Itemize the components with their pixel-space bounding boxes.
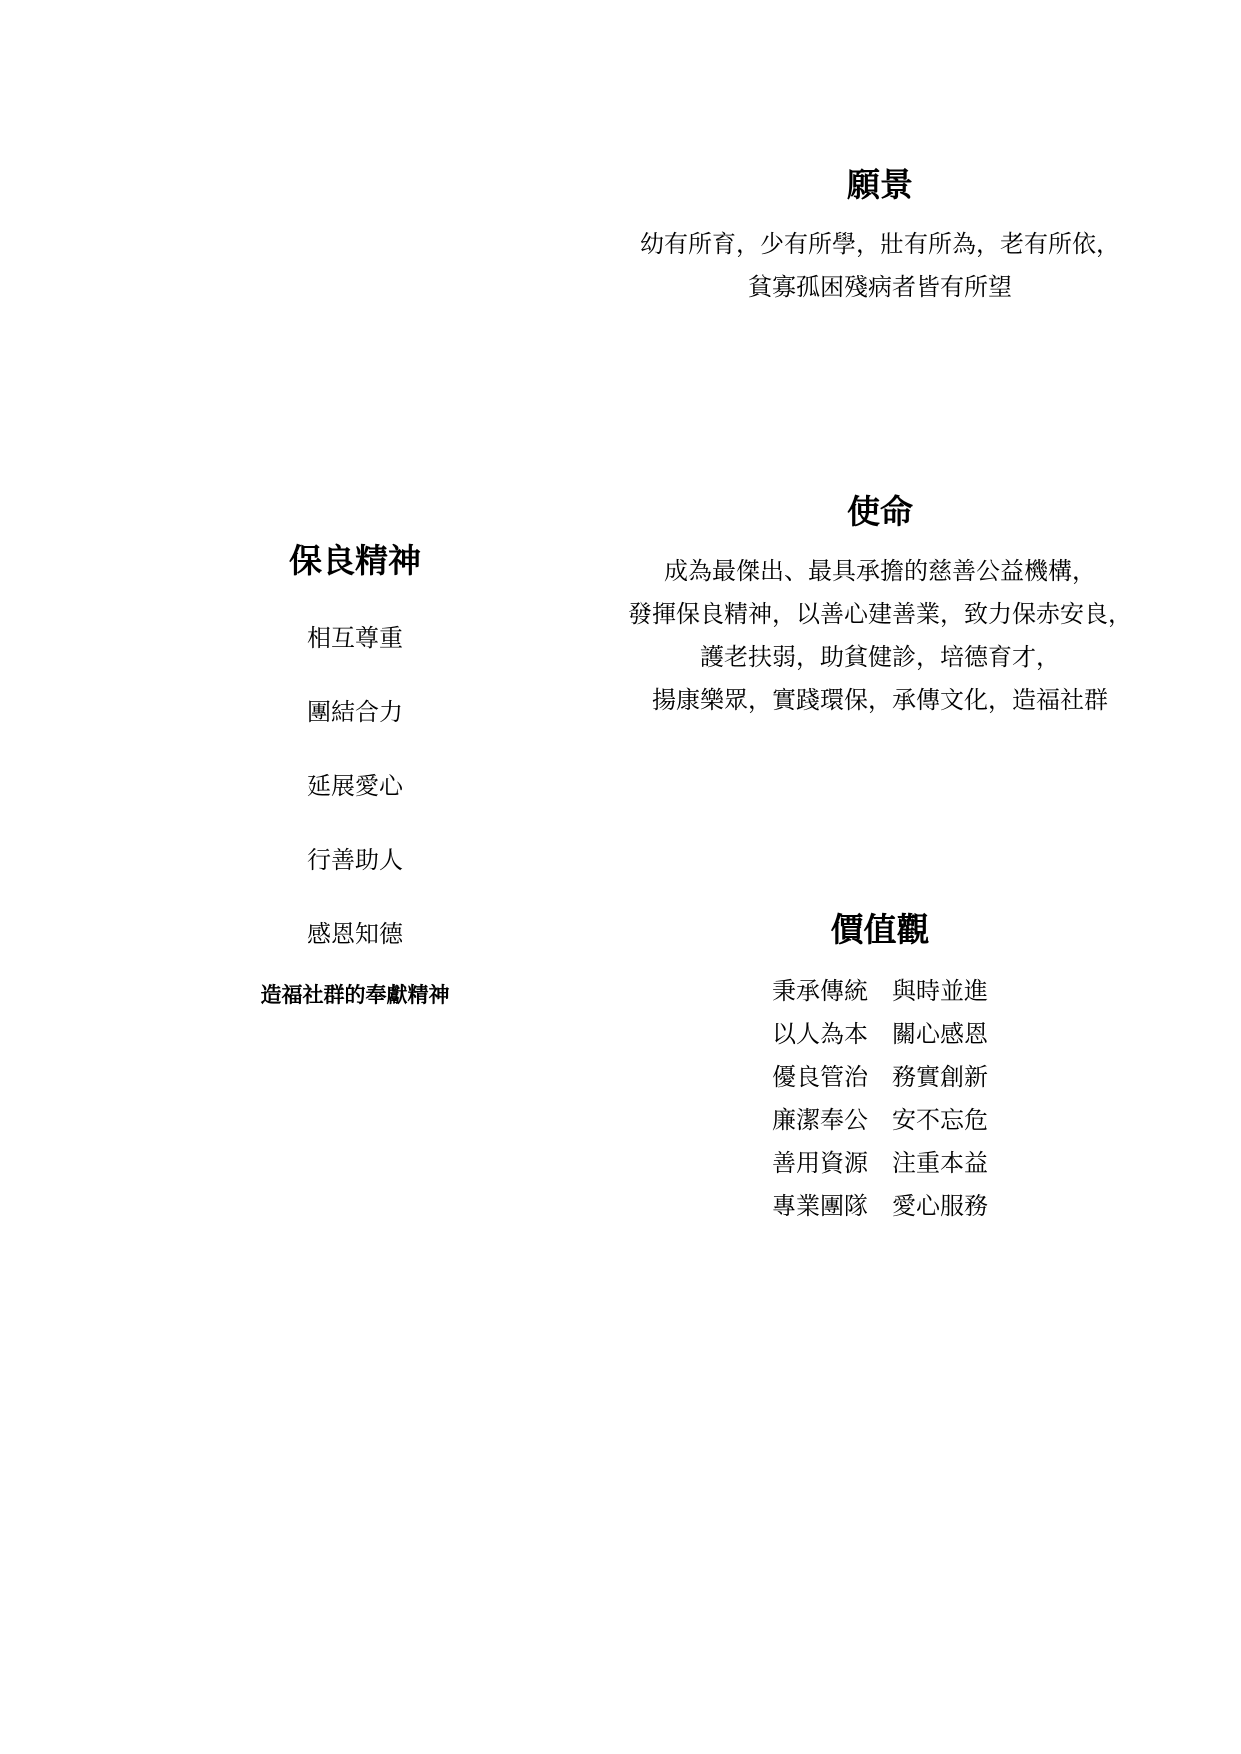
spirit-item: 團結合力 (307, 698, 403, 726)
values-row (760, 1142, 1000, 1185)
mission-line: 護老扶弱，助貧健診，培德育才， (700, 643, 1060, 671)
mission-heading: 使命 (847, 492, 913, 531)
value-item: 廉潔奉公 (772, 1106, 868, 1134)
values-row (760, 1099, 1000, 1142)
values-row (760, 1013, 1000, 1056)
value-item: 務實創新 (892, 1063, 988, 1091)
vision-line: 幼有所育，少有所學，壯有所為，老有所依， (640, 230, 1120, 258)
mission-section (560, 492, 1200, 722)
spirit-item: 感恩知德 (307, 920, 403, 948)
spirit-item: 行善助人 (307, 846, 403, 874)
values-row (760, 1185, 1000, 1228)
spirit-item: 相互尊重 (307, 624, 403, 652)
vision-section (560, 165, 1200, 309)
vision-heading: 願景 (847, 165, 913, 204)
value-item: 安不忘危 (892, 1106, 988, 1134)
value-item: 與時並進 (892, 977, 988, 1005)
value-item: 注重本益 (892, 1149, 988, 1177)
value-item: 秉承傳統 (772, 977, 868, 1005)
values-heading: 價值觀 (830, 910, 930, 949)
value-item: 專業團隊 (772, 1192, 868, 1220)
value-item: 善用資源 (772, 1149, 868, 1177)
value-item: 愛心服務 (892, 1192, 988, 1220)
value-item: 以人為本 (772, 1020, 868, 1048)
values-section (660, 910, 1100, 1228)
spirit-heading: 保良精神 (289, 541, 421, 580)
values-row (760, 1056, 1000, 1099)
value-item: 關心感恩 (892, 1020, 988, 1048)
spirit-section (200, 541, 510, 1015)
values-table (760, 970, 1000, 1228)
mission-line: 成為最傑出、最具承擔的慈善公益機構， (664, 557, 1096, 585)
mission-line: 揚康樂眾，實踐環保，承傳文化，造福社群 (652, 686, 1108, 714)
mission-line: 發揮保良精神，以善心建善業，致力保赤安良， (628, 600, 1132, 628)
values-row (760, 970, 1000, 1013)
spirit-item: 延展愛心 (307, 772, 403, 800)
vision-line: 貧寡孤困殘病者皆有所望 (748, 273, 1012, 301)
spirit-closing: 造福社群的奉獻精神 (260, 983, 450, 1007)
value-item: 優良管治 (772, 1063, 868, 1091)
